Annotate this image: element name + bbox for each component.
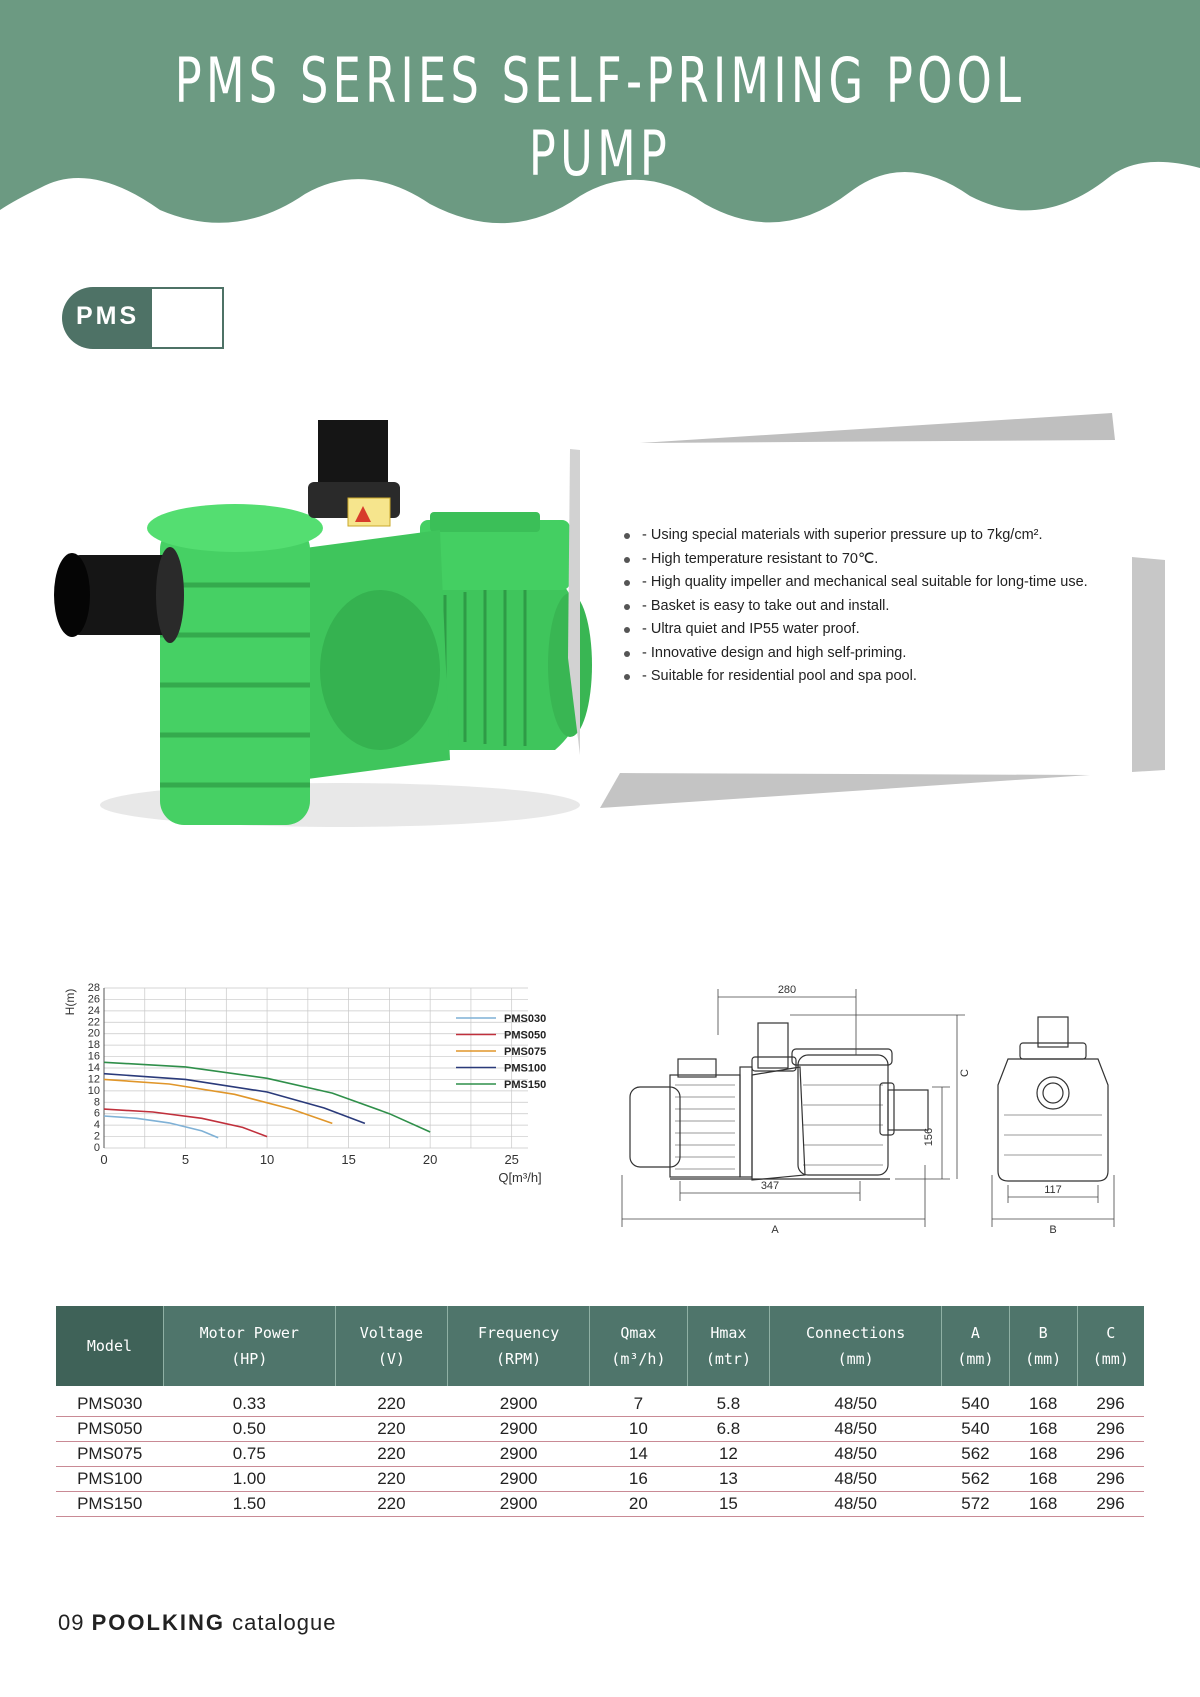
- x-tick-label: 5: [181, 1152, 190, 1167]
- table-header-row: [56, 1306, 1144, 1386]
- y-tick-label: 2: [93, 1130, 100, 1143]
- page-title: PMS SERIES SELF-PRIMING POOL PUMP: [174, 44, 1026, 190]
- table-cell: 0.33: [163, 1386, 335, 1417]
- table-row: [56, 1467, 1144, 1492]
- footer-suffix: catalogue: [232, 1610, 337, 1635]
- bullet-icon: [624, 557, 630, 563]
- column-header-text: (mtr): [705, 1350, 751, 1368]
- dim-label-117: 117: [1044, 1184, 1062, 1196]
- series-tag: [62, 287, 224, 349]
- y-tick-label: 20: [87, 1027, 100, 1040]
- table-cell: 1.00: [163, 1467, 335, 1492]
- series-tag-box: [150, 287, 224, 349]
- column-header: [56, 1306, 163, 1386]
- dim-label-b: B: [1049, 1224, 1057, 1235]
- performance-curve-chart: [60, 980, 600, 1220]
- page-number: 09: [58, 1610, 85, 1635]
- table-cell: 168: [1009, 1467, 1077, 1492]
- table-cell: 15: [687, 1492, 770, 1517]
- pump-photo: [50, 420, 610, 840]
- column-header: [163, 1306, 335, 1386]
- column-header-text: Connections: [805, 1324, 906, 1342]
- feature-item: [622, 524, 1122, 548]
- table-cell: 6.8: [687, 1417, 770, 1442]
- column-header-text: (RPM): [496, 1350, 542, 1368]
- y-axis-label: H(m): [63, 988, 77, 1016]
- table-cell: 296: [1077, 1417, 1144, 1442]
- legend-label: PMS100: [504, 1062, 547, 1075]
- table-cell: PMS075: [56, 1442, 163, 1467]
- dim-label-a: A: [771, 1224, 779, 1235]
- table-cell: 296: [1077, 1442, 1144, 1467]
- y-tick-label: 26: [87, 993, 100, 1006]
- dim-label-347: 347: [760, 1180, 780, 1192]
- table-cell: 562: [942, 1442, 1010, 1467]
- feature-item: [622, 618, 1122, 642]
- y-tick-label: 4: [93, 1119, 100, 1132]
- table-cell: 540: [942, 1417, 1010, 1442]
- table-cell: 2900: [448, 1492, 590, 1517]
- y-tick-label: 22: [87, 1016, 100, 1029]
- feature-text: - Ultra quiet and IP55 water proof.: [642, 621, 860, 637]
- feature-item: [622, 571, 1122, 595]
- feature-text: - Using special materials with superior pressure up to 7kg/cm².: [642, 527, 1043, 543]
- table-cell: 16: [590, 1467, 687, 1492]
- dim-label-280: 280: [777, 984, 797, 996]
- table-row: [56, 1386, 1144, 1417]
- feature-text: - High temperature resistant to 70℃.: [642, 550, 879, 567]
- table-cell: 168: [1009, 1442, 1077, 1467]
- column-header: [590, 1306, 687, 1386]
- table-cell: 2900: [448, 1467, 590, 1492]
- series-tag-label: PMS: [76, 302, 140, 330]
- y-tick-label: 24: [87, 1004, 100, 1017]
- table-cell: 562: [942, 1467, 1010, 1492]
- y-tick-label: 8: [93, 1096, 100, 1109]
- column-header-text: B: [1038, 1324, 1048, 1342]
- column-header: [942, 1306, 1010, 1386]
- table-cell: 540: [942, 1386, 1010, 1417]
- table-cell: PMS100: [56, 1467, 163, 1492]
- feature-list: [622, 524, 1122, 689]
- column-header-text: (V): [377, 1350, 405, 1368]
- column-header: [1009, 1306, 1077, 1386]
- x-axis-label: Q[m³/h]: [498, 1170, 542, 1185]
- table-cell: 48/50: [770, 1386, 942, 1417]
- table-row: [56, 1417, 1144, 1442]
- series-tag-pill: [62, 287, 152, 349]
- column-header-text: A: [970, 1324, 980, 1342]
- table-cell: 48/50: [770, 1417, 942, 1442]
- legend-label: PMS050: [504, 1029, 547, 1042]
- column-header: [1077, 1306, 1144, 1386]
- table-cell: 572: [942, 1492, 1010, 1517]
- column-header-text: Hmax: [710, 1324, 747, 1342]
- x-tick-label: 25: [504, 1152, 519, 1167]
- table-cell: 220: [335, 1386, 447, 1417]
- column-header-text: (mm): [957, 1350, 994, 1368]
- legend-label: PMS030: [504, 1013, 547, 1025]
- table-cell: 1.50: [163, 1492, 335, 1517]
- dim-label-c: C: [959, 1069, 971, 1077]
- feature-item: [622, 665, 1122, 689]
- column-header-text: (mm): [837, 1350, 874, 1368]
- bullet-icon: [624, 533, 630, 539]
- table-cell: 5.8: [687, 1386, 770, 1417]
- column-header-text: Motor Power: [199, 1324, 299, 1342]
- page-footer: [58, 1610, 337, 1636]
- bullet-icon: [624, 580, 630, 586]
- bullet-icon: [624, 651, 630, 657]
- dim-label-156: 156: [923, 1127, 935, 1147]
- table-cell: 296: [1077, 1492, 1144, 1517]
- y-tick-label: 6: [93, 1107, 100, 1120]
- table-cell: 2900: [448, 1442, 590, 1467]
- table-cell: PMS150: [56, 1492, 163, 1517]
- table-cell: 0.75: [163, 1442, 335, 1467]
- feature-text: - Innovative design and high self-priming.: [642, 644, 907, 661]
- y-tick-label: 0: [93, 1142, 100, 1154]
- table-row: [56, 1442, 1144, 1467]
- table-cell: 14: [590, 1442, 687, 1467]
- column-header: [770, 1306, 942, 1386]
- table-cell: 2900: [448, 1386, 590, 1417]
- column-header: [448, 1306, 590, 1386]
- table-cell: 48/50: [770, 1467, 942, 1492]
- table-cell: 20: [590, 1492, 687, 1517]
- column-header: [687, 1306, 770, 1386]
- feature-item: [622, 595, 1122, 619]
- table-cell: 12: [687, 1442, 770, 1467]
- table-cell: 168: [1009, 1417, 1077, 1442]
- column-header-text: (mm): [1025, 1350, 1062, 1368]
- bullet-icon: [624, 627, 630, 633]
- table-cell: 296: [1077, 1386, 1144, 1417]
- column-header-text: Voltage: [359, 1324, 423, 1342]
- y-tick-label: 16: [87, 1050, 100, 1063]
- column-header: [335, 1306, 447, 1386]
- spec-table: [56, 1306, 1144, 1517]
- table-cell: 220: [335, 1442, 447, 1467]
- table-cell: 10: [590, 1417, 687, 1442]
- series-line-pms030: [104, 1116, 218, 1138]
- table-cell: 220: [335, 1492, 447, 1517]
- table-cell: 0.50: [163, 1417, 335, 1442]
- feature-item: [622, 548, 1122, 572]
- column-header-text: (mm): [1092, 1350, 1129, 1368]
- table-cell: 2900: [448, 1417, 590, 1442]
- table-cell: 168: [1009, 1386, 1077, 1417]
- table-cell: PMS050: [56, 1417, 163, 1442]
- legend-label: PMS150: [504, 1079, 547, 1091]
- dimension-drawing: [620, 975, 1150, 1235]
- x-tick-label: 20: [422, 1152, 438, 1167]
- table-cell: 7: [590, 1386, 687, 1417]
- x-tick-label: 15: [341, 1152, 356, 1167]
- x-tick-label: 10: [259, 1152, 275, 1167]
- y-tick-label: 14: [87, 1062, 100, 1074]
- table-cell: 220: [335, 1417, 447, 1442]
- column-header-text: Qmax: [620, 1324, 657, 1342]
- x-tick-label: 0: [100, 1152, 108, 1167]
- feature-text: - Suitable for residential pool and spa pool.: [642, 668, 917, 684]
- table-cell: 168: [1009, 1492, 1077, 1517]
- table-cell: 48/50: [770, 1442, 942, 1467]
- y-tick-label: 10: [87, 1084, 100, 1097]
- feature-item: [622, 642, 1122, 666]
- table-cell: 48/50: [770, 1492, 942, 1517]
- table-cell: PMS030: [56, 1386, 163, 1417]
- y-tick-label: 18: [87, 1039, 100, 1052]
- table-body: [56, 1386, 1144, 1517]
- bullet-icon: [624, 674, 630, 680]
- series-line-pms100: [104, 1074, 365, 1124]
- bullet-icon: [624, 604, 630, 610]
- feature-text: - High quality impeller and mechanical seal suitable for long-time use.: [642, 574, 1088, 590]
- column-header-text: Model: [86, 1337, 133, 1355]
- table-row: [56, 1492, 1144, 1517]
- column-header-text: C: [1106, 1324, 1116, 1342]
- legend-label: PMS075: [504, 1046, 547, 1058]
- table-cell: 13: [687, 1467, 770, 1492]
- table-cell: 296: [1077, 1467, 1144, 1492]
- footer-brand: POOLKING: [91, 1610, 225, 1635]
- table-cell: 220: [335, 1467, 447, 1492]
- column-header-text: (m³/h): [611, 1350, 666, 1368]
- column-header-text: Frequency: [477, 1324, 560, 1342]
- feature-text: - Basket is easy to take out and install.: [642, 597, 890, 614]
- y-tick-label: 12: [87, 1073, 100, 1086]
- y-tick-label: 28: [87, 982, 100, 994]
- column-header-text: (HP): [231, 1350, 268, 1368]
